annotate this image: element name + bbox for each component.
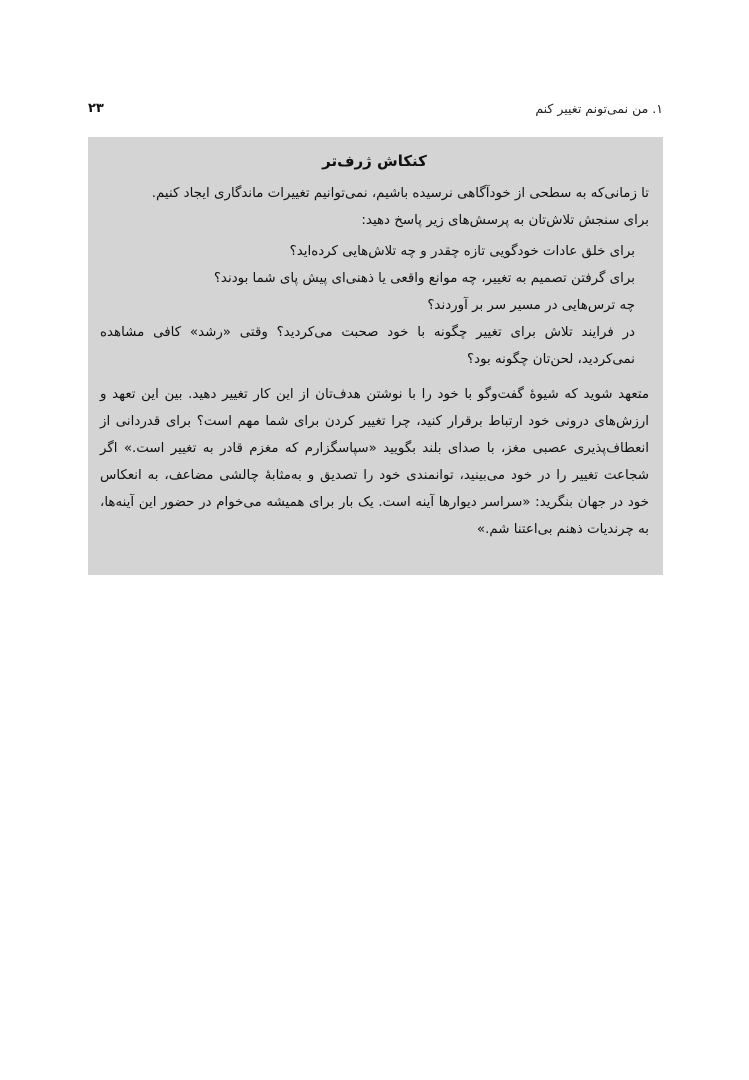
question-item: برای گرفتن تصمیم به تغییر، چه موانع واقعی یا ذهنی‌ای پیش پای شما بودند؟: [213, 271, 635, 286]
intro-line-1: تا زمانی‌که به سطحی از خودآگاهی نرسیده باشیم، نمی‌توانیم تغییرات ماندگاری ایجاد کنیم.: [151, 186, 649, 201]
question-item: چه ترس‌هایی در مسیر سر بر آوردند؟: [427, 298, 635, 313]
question-item: برای خلق عادات خودگویی تازه چقدر و چه تلاش‌هایی کرده‌اید؟: [289, 244, 635, 259]
page-number: ۲۳: [88, 100, 104, 116]
question-list: [100, 238, 649, 373]
deeper-exploration-box: [88, 137, 663, 575]
closing-paragraph: متعهد شوید که شیوهٔ گفت‌وگو با خود را با نوشتن هدف‌تان از این کار تغییر دهید. بین این تعهد و ارزش‌های درونی خود ارتباط برقرار کنید، چرا تغییر کردن برای شما مهم است؟ برای قدردانی از انعطاف‌پذیری عصبی مغز، با صدای بلند بگویید «سپاسگزارم که مغزم قادر به تغییر است.» اگر شجاعت تغییر را در خود می‌بینید، توانمندی خود را تصدیق و به‌مثابهٔ چالشی مضاعف، به انعکاس خود در جهان بنگرید: «سراسر دیوارها آینه است. یک بار برای همیشه می‌خوام در حضور این آینه‌ها، به چرندیات ذهنم بی‌اعتنا شم.»: [100, 387, 649, 537]
question-item: در فرایند تلاش برای تغییر چگونه با خود صحبت می‌کردید؟ وقتی «رشد» کافی مشاهده نمی‌کردید، لحن‌تان چگونه بود؟: [100, 325, 635, 367]
box-title: کنکاش ژرف‌تر: [322, 152, 427, 170]
running-head: [88, 96, 663, 120]
chapter-title: ۱. من نمی‌تونم تغییر کنم: [535, 100, 663, 116]
intro-line-2: برای سنجش تلاش‌تان به پرسش‌های زیر پاسخ دهید:: [361, 213, 649, 228]
